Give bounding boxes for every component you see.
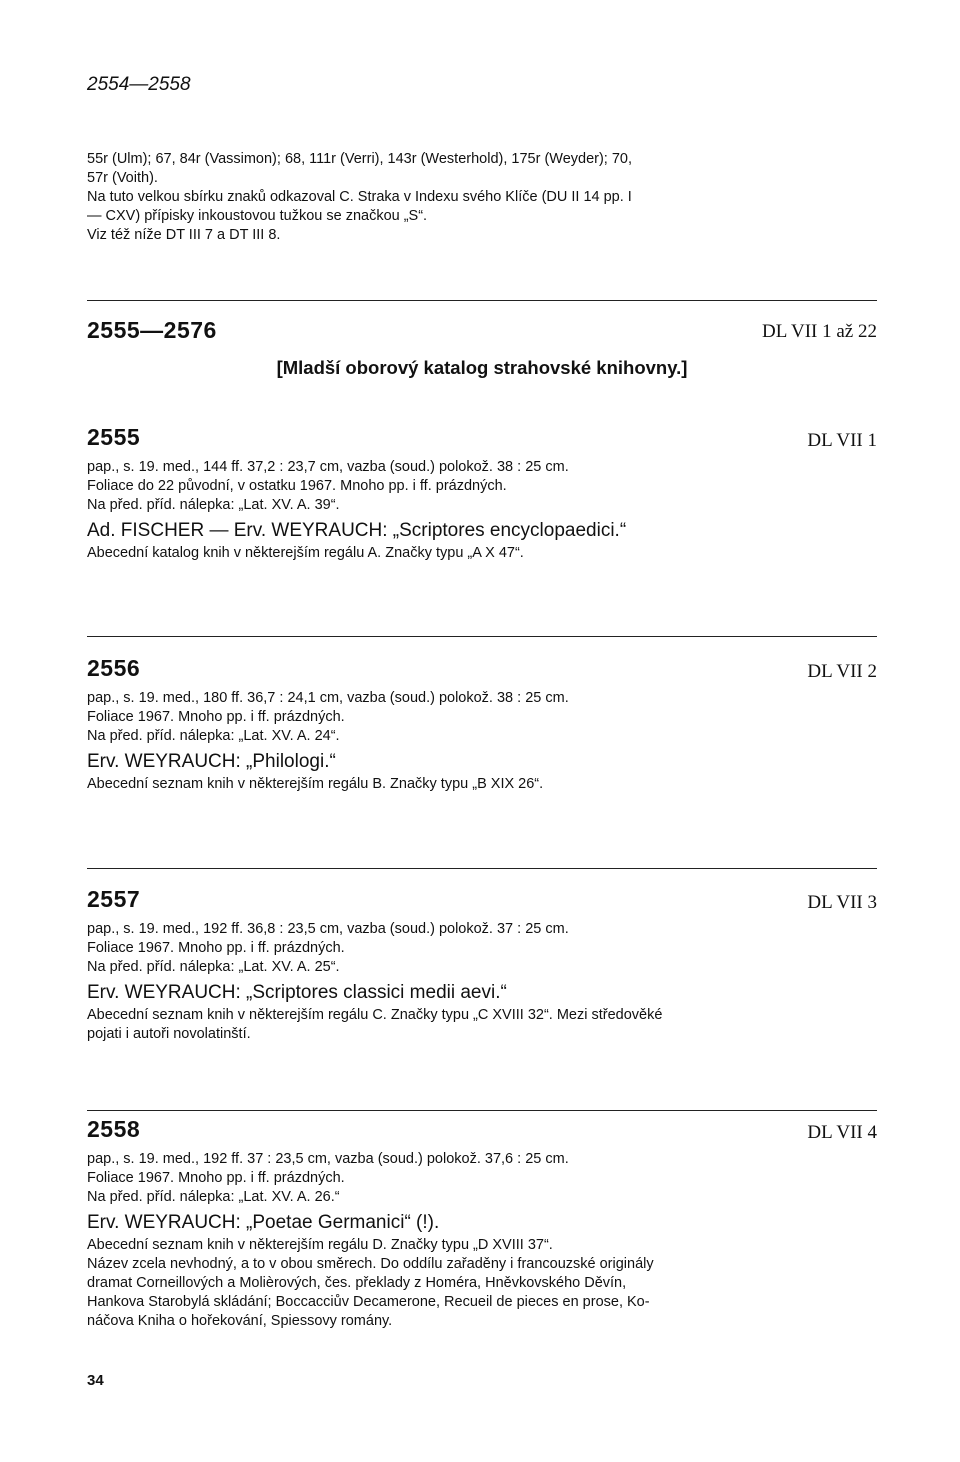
group-heading bbox=[87, 317, 877, 347]
note-line: pojati i autoři novolatinští. bbox=[87, 1026, 251, 1042]
section-rule bbox=[87, 1110, 877, 1111]
entry-signature: DL VII 2 bbox=[807, 661, 877, 682]
page-number: 34 bbox=[87, 1372, 104, 1389]
note-line: Hankova Starobylá skládání; Boccacciův Decamerone, Recueil de pieces en prose, Ko- bbox=[87, 1294, 650, 1310]
entry-description bbox=[87, 920, 877, 977]
catalog-entry bbox=[87, 655, 877, 794]
note-line: náčova Kniha o hořekování, Spiessovy romány. bbox=[87, 1313, 393, 1329]
entry-description bbox=[87, 458, 877, 515]
description-line: Na před. příd. nálepka: „Lat. XV. A. 24“. bbox=[87, 728, 340, 744]
entry-number: 2558 bbox=[87, 1116, 141, 1142]
entry-number: 2557 bbox=[87, 886, 141, 912]
entry-heading bbox=[87, 1116, 877, 1150]
entry-note bbox=[87, 775, 877, 794]
section-rule bbox=[87, 300, 877, 301]
entry-description bbox=[87, 1150, 877, 1207]
note-line: Abecední seznam knih v některejším regálu B. Značky typu „B XIX 26“. bbox=[87, 776, 544, 792]
description-line: Na před. příd. nálepka: „Lat. XV. A. 39“. bbox=[87, 497, 340, 513]
entry-author-title: Ad. FISCHER — Erv. WEYRAUCH: „Scriptores encyclopaedici.“ bbox=[87, 520, 627, 541]
entry-signature: DL VII 3 bbox=[807, 892, 877, 913]
entry-signature: DL VII 4 bbox=[807, 1122, 877, 1143]
group-title: [Mladší oborový katalog strahovské knihovny.] bbox=[276, 357, 688, 378]
intro-line: 57r (Voith). bbox=[87, 170, 158, 186]
note-line: Abecední seznam knih v některejším regálu D. Značky typu „D XVIII 37“. bbox=[87, 1237, 553, 1253]
intro-line: 55r (Ulm); 67, 84r (Vassimon); 68, 111r (Verri), 143r (Westerhold), 175r (Weyder); 70, bbox=[87, 151, 633, 167]
group-range: 2555—2576 bbox=[87, 317, 217, 343]
catalog-entry bbox=[87, 1116, 877, 1331]
entry-number: 2555 bbox=[87, 424, 141, 450]
entry-signature: DL VII 1 bbox=[807, 430, 877, 451]
description-line: Foliace 1967. Mnoho pp. i ff. prázdných. bbox=[87, 1170, 345, 1186]
note-line: Abecední seznam knih v některejším regálu C. Značky typu „C XVIII 32“. Mezi středověké bbox=[87, 1007, 663, 1023]
entry-heading bbox=[87, 655, 877, 689]
description-line: pap., s. 19. med., 180 ff. 36,7 : 24,1 cm, vazba (soud.) polokož. 38 : 25 cm. bbox=[87, 690, 569, 706]
entry-author-title: Erv. WEYRAUCH: „Scriptores classici medii aevi.“ bbox=[87, 982, 507, 1003]
entry-description bbox=[87, 689, 877, 746]
description-line: Na před. příd. nálepka: „Lat. XV. A. 26.“ bbox=[87, 1189, 340, 1205]
description-line: Foliace 1967. Mnoho pp. i ff. prázdných. bbox=[87, 940, 345, 956]
section-rule bbox=[87, 868, 877, 869]
entry-note bbox=[87, 544, 877, 563]
description-line: pap., s. 19. med., 192 ff. 37 : 23,5 cm, vazba (soud.) polokož. 37,6 : 25 cm. bbox=[87, 1151, 569, 1167]
section-rule bbox=[87, 636, 877, 637]
entry-note bbox=[87, 1236, 877, 1331]
entry-number: 2556 bbox=[87, 655, 141, 681]
intro-line: Viz též níže DT III 7 a DT III 8. bbox=[87, 227, 281, 243]
description-line: pap., s. 19. med., 192 ff. 36,8 : 23,5 cm, vazba (soud.) polokož. 37 : 25 cm. bbox=[87, 921, 569, 937]
note-line: Abecední katalog knih v některejším regálu A. Značky typu „A X 47“. bbox=[87, 545, 524, 561]
note-line: Název zcela nevhodný, a to v obou směrech. Do oddílu zařaděny i francouzské originály bbox=[87, 1256, 654, 1272]
entry-author-title: Erv. WEYRAUCH: „Philologi.“ bbox=[87, 751, 336, 772]
intro-line: Na tuto velkou sbírku znaků odkazoval C. Straka v Indexu svého Klíče (DU II 14 pp. I bbox=[87, 189, 632, 205]
group-signature: DL VII 1 až 22 bbox=[761, 321, 877, 342]
running-head: 2554—2558 bbox=[87, 74, 191, 95]
entry-heading bbox=[87, 886, 877, 920]
description-line: pap., s. 19. med., 144 ff. 37,2 : 23,7 cm, vazba (soud.) polokož. 38 : 25 cm. bbox=[87, 459, 569, 475]
entry-heading bbox=[87, 424, 877, 458]
intro-continuation bbox=[87, 150, 877, 245]
note-line: dramat Corneillových a Molièrových, čes. překlady z Homéra, Hněvkovského Děvín, bbox=[87, 1275, 627, 1291]
description-line: Foliace do 22 původní, v ostatku 1967. Mnoho pp. i ff. prázdných. bbox=[87, 478, 507, 494]
description-line: Na před. příd. nálepka: „Lat. XV. A. 25“. bbox=[87, 959, 340, 975]
catalog-page bbox=[87, 0, 877, 1462]
description-line: Foliace 1967. Mnoho pp. i ff. prázdných. bbox=[87, 709, 345, 725]
catalog-entry bbox=[87, 424, 877, 563]
catalog-entry bbox=[87, 886, 877, 1044]
entry-note bbox=[87, 1006, 877, 1044]
intro-line: — CXV) přípisky inkoustovou tužkou se značkou „S“. bbox=[87, 208, 428, 224]
entry-author-title: Erv. WEYRAUCH: „Poetae Germanici“ (!). bbox=[87, 1212, 440, 1233]
